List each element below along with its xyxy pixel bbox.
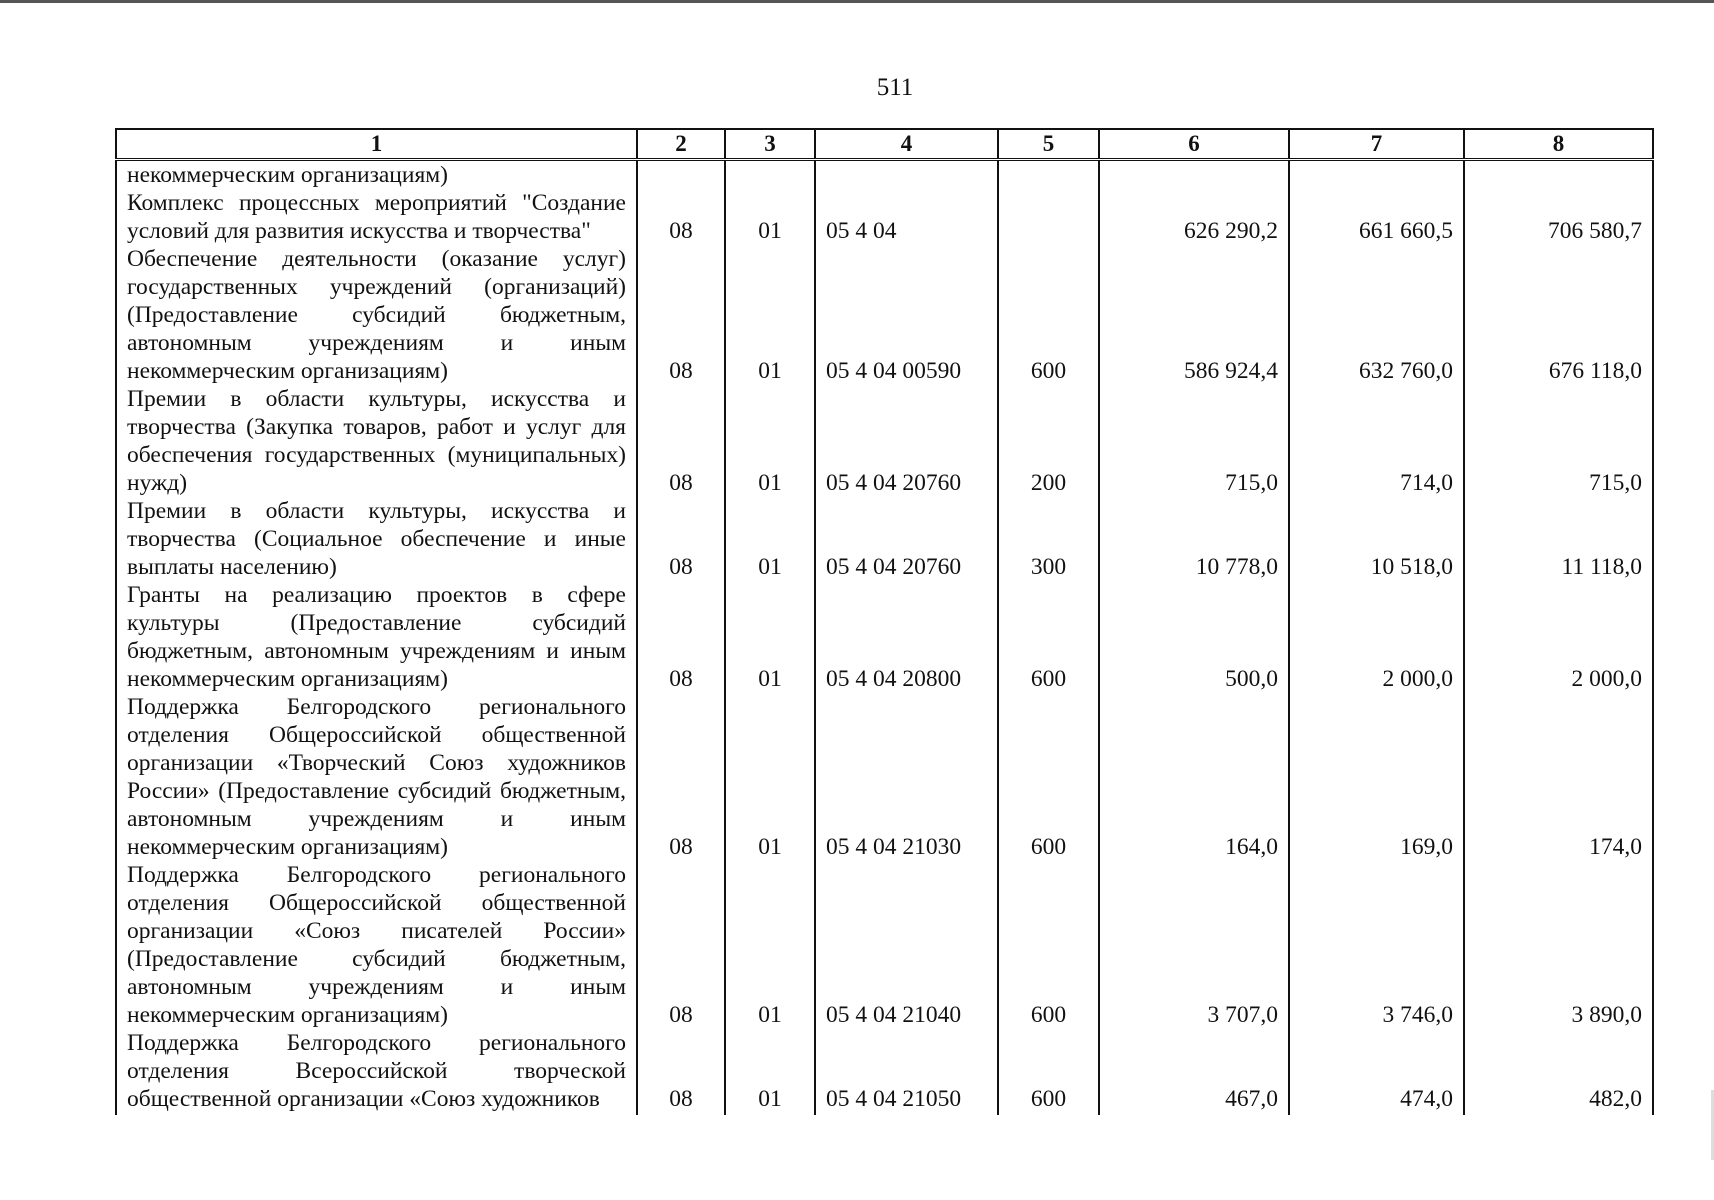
row-description: Обеспечение деятельности (оказание услуг) государственных учреждений (организаций) (Предоставление субсидий бюджетным, автономным учреждениям и иным некоммерческим организациям): [116, 245, 637, 385]
page-top-border: [0, 0, 1714, 3]
amount-col-6: 626 290,2: [1099, 189, 1289, 245]
table-row: [116, 160, 1653, 190]
subsection-code: 01: [725, 1029, 815, 1115]
amount-col-7: [1289, 160, 1464, 190]
table-row: [116, 497, 1653, 581]
amount-col-7: 714,0: [1289, 385, 1464, 497]
subsection-code: 01: [725, 497, 815, 581]
target-article-code: 05 4 04: [815, 189, 998, 245]
column-header: 5: [998, 129, 1099, 160]
amount-col-6: 467,0: [1099, 1029, 1289, 1115]
column-header: 1: [116, 129, 637, 160]
row-description: Поддержка Белгородского регионального отделения Общероссийской общественной организации «Творческий Союз художников России» (Предоставление субсидий бюджетным, автономным учреждениям и иным некоммерческим организациям): [116, 693, 637, 861]
expense-type-code: 600: [998, 245, 1099, 385]
expense-type-code: 200: [998, 385, 1099, 497]
column-header: 7: [1289, 129, 1464, 160]
subsection-code: 01: [725, 693, 815, 861]
amount-col-7: 661 660,5: [1289, 189, 1464, 245]
table-row: [116, 385, 1653, 497]
amount-col-8: 3 890,0: [1464, 861, 1653, 1029]
amount-col-6: 715,0: [1099, 385, 1289, 497]
target-article-code: 05 4 04 20760: [815, 385, 998, 497]
subsection-code: 01: [725, 189, 815, 245]
column-header: 4: [815, 129, 998, 160]
column-header: 6: [1099, 129, 1289, 160]
row-description: Комплекс процессных мероприятий "Создание условий для развития искусства и творчества": [116, 189, 637, 245]
expense-type-code: 600: [998, 861, 1099, 1029]
row-description: некоммерческим организациям): [116, 160, 637, 190]
expense-type-code: 600: [998, 1029, 1099, 1115]
subsection-code: 01: [725, 385, 815, 497]
amount-col-8: 715,0: [1464, 385, 1653, 497]
section-code: [637, 160, 725, 190]
column-header: 8: [1464, 129, 1653, 160]
section-code: 08: [637, 189, 725, 245]
amount-col-6: 3 707,0: [1099, 861, 1289, 1029]
amount-col-7: 474,0: [1289, 1029, 1464, 1115]
amount-col-6: 10 778,0: [1099, 497, 1289, 581]
column-header: 3: [725, 129, 815, 160]
row-description: Гранты на реализацию проектов в сфере культуры (Предоставление субсидий бюджетным, автономным учреждениям и иным некоммерческим организациям): [116, 581, 637, 693]
table-row: [116, 189, 1653, 245]
table-header-row: [116, 129, 1653, 160]
amount-col-6: [1099, 160, 1289, 190]
amount-col-7: 3 746,0: [1289, 861, 1464, 1029]
row-description: Премии в области культуры, искусства и творчества (Социальное обеспечение и иные выплаты населению): [116, 497, 637, 581]
amount-col-6: 164,0: [1099, 693, 1289, 861]
row-description: Премии в области культуры, искусства и творчества (Закупка товаров, работ и услуг для обеспечения государственных (муниципальных) нужд): [116, 385, 637, 497]
table-row: [116, 581, 1653, 693]
row-description: Поддержка Белгородского регионального отделения Общероссийской общественной организации «Союз писателей России» (Предоставление субсидий бюджетным, автономным учреждениям и иным некоммерческим организациям): [116, 861, 637, 1029]
amount-col-8: 676 118,0: [1464, 245, 1653, 385]
subsection-code: 01: [725, 861, 815, 1029]
subsection-code: [725, 160, 815, 190]
target-article-code: 05 4 04 20760: [815, 497, 998, 581]
row-description: Поддержка Белгородского регионального отделения Всероссийской творческой общественной организации «Союз художников: [116, 1029, 637, 1115]
amount-col-7: 632 760,0: [1289, 245, 1464, 385]
table-row: [116, 1029, 1653, 1115]
table-row: [116, 245, 1653, 385]
section-code: 08: [637, 497, 725, 581]
amount-col-8: 174,0: [1464, 693, 1653, 861]
amount-col-8: 2 000,0: [1464, 581, 1653, 693]
section-code: 08: [637, 861, 725, 1029]
section-code: 08: [637, 1029, 725, 1115]
subsection-code: 01: [725, 245, 815, 385]
expense-type-code: 300: [998, 497, 1099, 581]
amount-col-7: 2 000,0: [1289, 581, 1464, 693]
expense-type-code: 600: [998, 693, 1099, 861]
expense-type-code: [998, 189, 1099, 245]
expense-type-code: [998, 160, 1099, 190]
target-article-code: 05 4 04 20800: [815, 581, 998, 693]
table-row: [116, 861, 1653, 1029]
amount-col-8: 11 118,0: [1464, 497, 1653, 581]
target-article-code: [815, 160, 998, 190]
target-article-code: 05 4 04 21030: [815, 693, 998, 861]
budget-table: [115, 128, 1654, 1115]
expense-type-code: 600: [998, 581, 1099, 693]
amount-col-7: 10 518,0: [1289, 497, 1464, 581]
page-number: 511: [876, 74, 914, 101]
amount-col-8: 706 580,7: [1464, 189, 1653, 245]
amount-col-8: [1464, 160, 1653, 190]
section-code: 08: [637, 581, 725, 693]
target-article-code: 05 4 04 21050: [815, 1029, 998, 1115]
target-article-code: 05 4 04 00590: [815, 245, 998, 385]
section-code: 08: [637, 693, 725, 861]
amount-col-6: 500,0: [1099, 581, 1289, 693]
section-code: 08: [637, 245, 725, 385]
target-article-code: 05 4 04 21040: [815, 861, 998, 1029]
amount-col-7: 169,0: [1289, 693, 1464, 861]
table-row: [116, 693, 1653, 861]
subsection-code: 01: [725, 581, 815, 693]
amount-col-8: 482,0: [1464, 1029, 1653, 1115]
section-code: 08: [637, 385, 725, 497]
column-header: 2: [637, 129, 725, 160]
amount-col-6: 586 924,4: [1099, 245, 1289, 385]
